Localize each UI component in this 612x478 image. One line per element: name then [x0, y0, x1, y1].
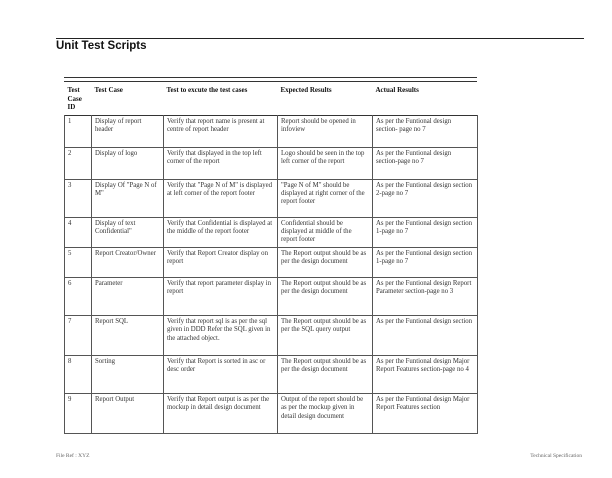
footer-doc-type: Technical Specification: [530, 453, 582, 459]
cell-id: 6: [65, 277, 92, 315]
cell-test-case: Parameter: [92, 277, 164, 315]
cell-actual: As per the Funtional design section 1-page no 7: [373, 217, 478, 247]
cell-test-case: Display of report header: [92, 115, 164, 147]
cell-id: 7: [65, 315, 92, 355]
cell-expected: Logo should be seen in the top left corner of the report: [278, 147, 373, 179]
col-header-expected: Expected Results: [280, 86, 332, 94]
table-row: [65, 277, 478, 315]
cell-test-case: Display of logo: [92, 147, 164, 179]
table-row: [65, 115, 478, 147]
cell-expected: The Report output should be as per the design document: [278, 247, 373, 277]
cell-test-case: Report Creator/Owner: [92, 247, 164, 277]
table-body: [65, 115, 478, 433]
top-rule: [56, 38, 584, 39]
cell-test-case: Report SQL: [92, 315, 164, 355]
table-row: [65, 247, 478, 277]
cell-test-steps: Verify that report sql is as per the sql given in DDD Refer the SQL given in the attached object.: [164, 315, 278, 355]
cell-actual: As per the Funtional design section 1-page no 7: [373, 247, 478, 277]
cell-test-case: Display Of "Page N of M": [92, 179, 164, 217]
test-scripts-table-wrap: [64, 77, 477, 434]
cell-id: 8: [65, 355, 92, 393]
cell-test-steps: Verify that Confidential is displayed at the middle of the report footer: [164, 217, 278, 247]
cell-test-case: Sorting: [92, 355, 164, 393]
cell-expected: Report should be opened in infoview: [278, 115, 373, 147]
cell-id: 4: [65, 217, 92, 247]
cell-test-steps: Verify that Report Creator display on report: [164, 247, 278, 277]
cell-test-steps: Verify that report parameter display in report: [164, 277, 278, 315]
cell-expected: Output of the report should be as per the mockup given in detail design document: [278, 393, 373, 433]
cell-id: 1: [65, 115, 92, 147]
cell-test-case: Report Output: [92, 393, 164, 433]
cell-actual: As per the Funtional design Report Parameter section-page no 3: [373, 277, 478, 315]
cell-expected: The Report output should be as per the design document: [278, 355, 373, 393]
table-row: [65, 355, 478, 393]
cell-actual: As per the Funtional design section-page no 7: [373, 147, 478, 179]
cell-actual: As per the Funtional design section: [373, 315, 478, 355]
cell-actual: As per the Funtional design Major Report Features section-page no 4: [373, 355, 478, 393]
col-header-test-steps: Test to excute the test cases: [166, 86, 248, 94]
footer-file-ref: File Ref : XYZ: [56, 453, 90, 459]
cell-test-steps: Verify that "Page N of M" is displayed at left corner of the report footer: [164, 179, 278, 217]
cell-actual: As per the Funtional design section 2-page no 7: [373, 179, 478, 217]
cell-test-steps: Verify that Report output is as per the mockup in detail design document: [164, 393, 278, 433]
table-top-rule: [64, 77, 477, 82]
cell-actual: As per the Funtional design section- page no 7: [373, 115, 478, 147]
cell-id: 2: [65, 147, 92, 179]
cell-expected: The Report output should be as per the design document: [278, 277, 373, 315]
table-row: [65, 315, 478, 355]
col-header-actual: Actual Results: [375, 86, 419, 94]
cell-expected: "Page N of M" should be displayed at right corner of the report footer: [278, 179, 373, 217]
table-row: [65, 217, 478, 247]
table-row: [65, 147, 478, 179]
cell-expected: The Report output should be as per the SQL query output: [278, 315, 373, 355]
table-row: [65, 179, 478, 217]
cell-test-case: Display of text Confidential": [92, 217, 164, 247]
col-header-id: Test Case ID: [67, 86, 82, 111]
cell-id: 3: [65, 179, 92, 217]
col-header-test-case: Test Case: [94, 86, 123, 94]
cell-test-steps: Verify that Report is sorted in asc or desc order: [164, 355, 278, 393]
page-title: Unit Test Scripts: [56, 40, 147, 52]
cell-test-steps: Verify that report name is present at centre of report header: [164, 115, 278, 147]
cell-id: 5: [65, 247, 92, 277]
cell-test-steps: Verify that displayed in the top left corner of the report: [164, 147, 278, 179]
table-row: [65, 393, 478, 433]
cell-id: 9: [65, 393, 92, 433]
cell-expected: Confidential should be displayed at middle of the report footer: [278, 217, 373, 247]
test-scripts-table: [64, 86, 478, 434]
cell-actual: As per the Funtional design Major Report Features section: [373, 393, 478, 433]
table-header-row: [65, 86, 478, 115]
